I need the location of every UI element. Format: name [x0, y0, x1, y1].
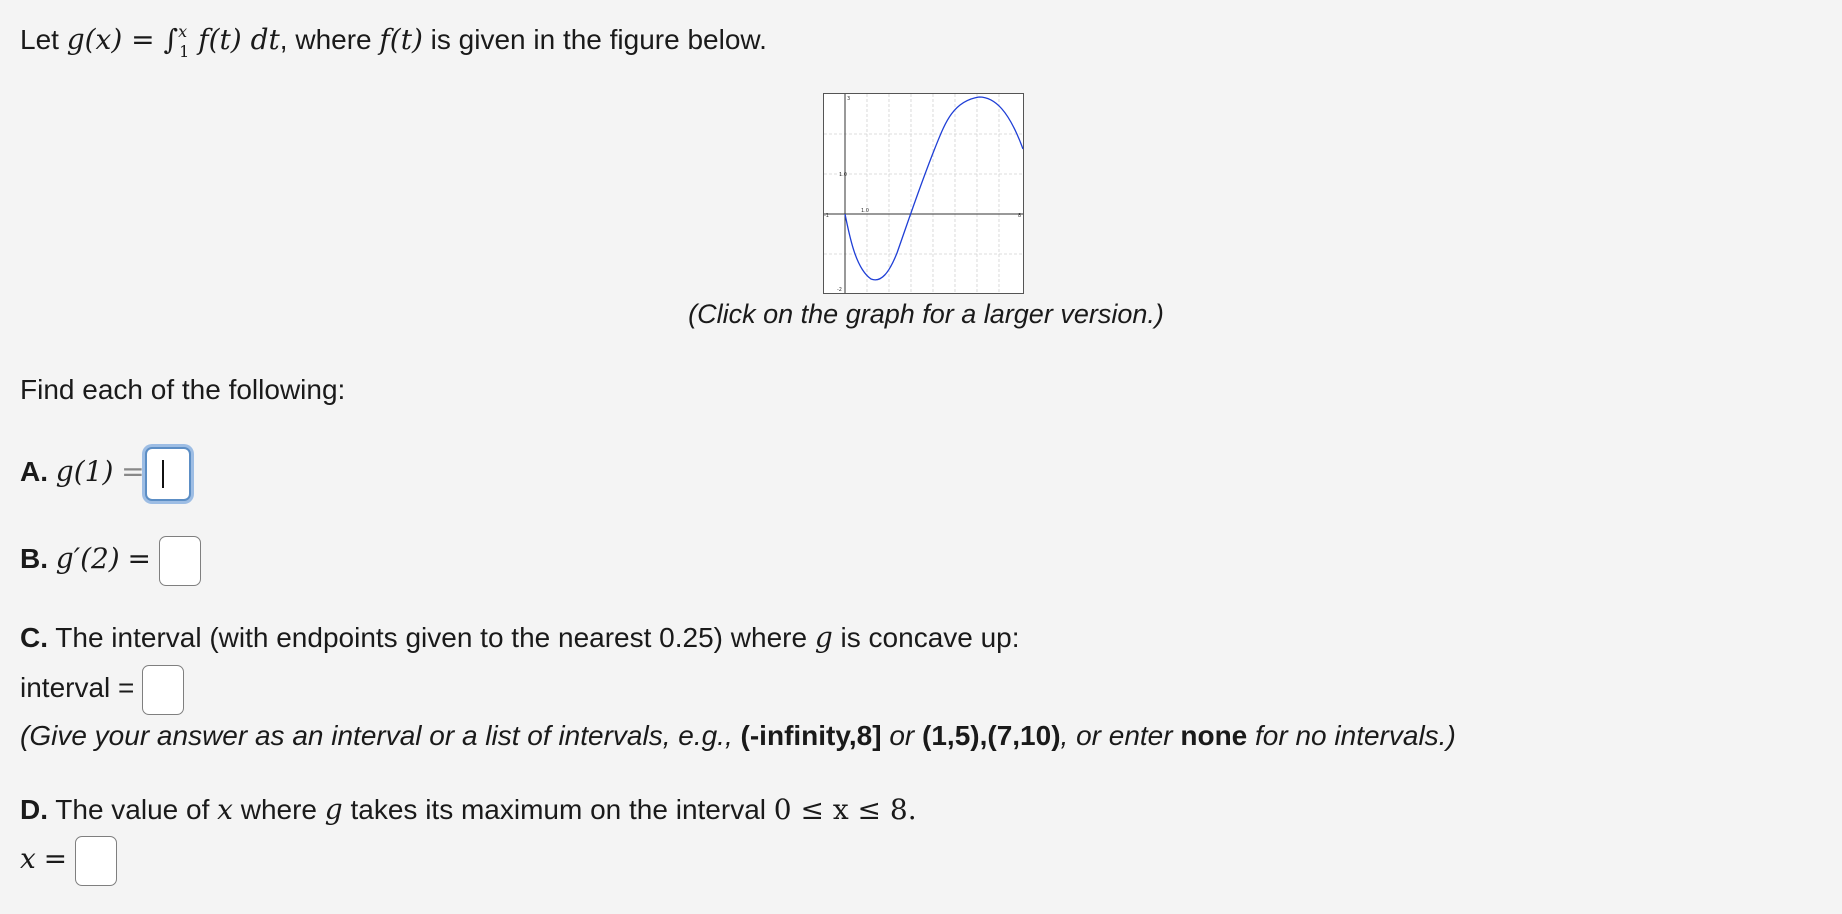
answer-d-input[interactable]	[75, 836, 117, 886]
find-heading: Find each of the following:	[20, 374, 346, 405]
intro-let: Let	[20, 24, 67, 55]
part-d-answer-row	[20, 833, 117, 886]
part-c-hint	[20, 716, 1456, 756]
answer-a-input[interactable]	[145, 447, 191, 501]
answer-b-input[interactable]	[159, 536, 201, 586]
integral-lower-limit: 1	[179, 42, 190, 61]
part-a	[20, 446, 191, 501]
part-d-text-mid: where	[232, 794, 325, 825]
hint-text-1: (Give your answer as an interval or a list of intervals, e.g.,	[20, 720, 741, 751]
text-cursor	[162, 460, 164, 488]
part-c-text-before: The interval (with endpoints given to the nearest 0.25) where	[48, 622, 815, 653]
hint-example-1: (-infinity,8]	[740, 720, 882, 751]
part-b	[20, 533, 201, 586]
graph-svg	[823, 93, 1024, 294]
intro-where: , where	[279, 24, 380, 55]
hint-text-3: for no intervals.)	[1247, 720, 1456, 751]
part-a-label: A.	[20, 456, 48, 487]
part-d-label: D.	[20, 794, 48, 825]
part-c-text-after: is concave up:	[832, 622, 1020, 653]
part-d-question	[20, 790, 917, 830]
part-c-question	[20, 618, 1020, 658]
intro-equals: =	[122, 23, 164, 56]
interval-label: interval =	[20, 672, 135, 703]
integral-sign: ∫	[163, 23, 179, 56]
part-d-text-before: The value of	[48, 794, 218, 825]
part-d-x: x	[217, 793, 233, 826]
graph-frame	[824, 94, 1024, 294]
part-b-equals: =	[127, 542, 151, 575]
part-a-expression: g(1)	[55, 455, 114, 488]
part-b-label: B.	[20, 543, 48, 574]
hint-none: none	[1180, 720, 1248, 751]
part-b-expression: g′(2)	[55, 542, 120, 575]
part-c-g: g	[814, 621, 833, 654]
part-c-label: C.	[20, 622, 48, 653]
part-d-equals: =	[43, 842, 68, 875]
tick-label-x-one: 1.0	[861, 208, 869, 214]
graph-thumbnail[interactable]	[823, 93, 1024, 294]
intro-tail: is given in the figure below.	[422, 24, 767, 55]
tick-label-x-right: 8	[1018, 213, 1022, 219]
hint-example-2: (1,5),(7,10)	[922, 720, 1061, 751]
intro-f-of-t: f(t)	[379, 23, 423, 56]
part-c-answer-row	[20, 662, 184, 715]
tick-label-x-neg: -1	[824, 213, 829, 219]
integrand: f(t) dt	[189, 23, 280, 56]
part-d-text-after: takes its maximum on the interval	[342, 794, 774, 825]
intro-g-of-x: g(x)	[66, 23, 123, 56]
tick-label-y-bottom: -2	[837, 287, 842, 293]
problem-statement	[20, 20, 767, 64]
graph-caption: (Click on the graph for a larger version.)	[688, 299, 1164, 329]
answer-c-input[interactable]	[142, 665, 184, 715]
part-d-range: 0 ≤ x ≤ 8.	[773, 793, 917, 826]
tick-label-y-top: 3	[847, 96, 851, 102]
part-d-x-label: x	[20, 842, 36, 875]
integral-upper-limit: x	[178, 22, 188, 41]
part-d-g: g	[324, 793, 343, 826]
hint-text-2: , or enter	[1060, 720, 1181, 751]
part-a-equals: =	[121, 455, 145, 488]
hint-or: or	[881, 720, 923, 751]
tick-label-y-one: 1.0	[839, 172, 847, 178]
